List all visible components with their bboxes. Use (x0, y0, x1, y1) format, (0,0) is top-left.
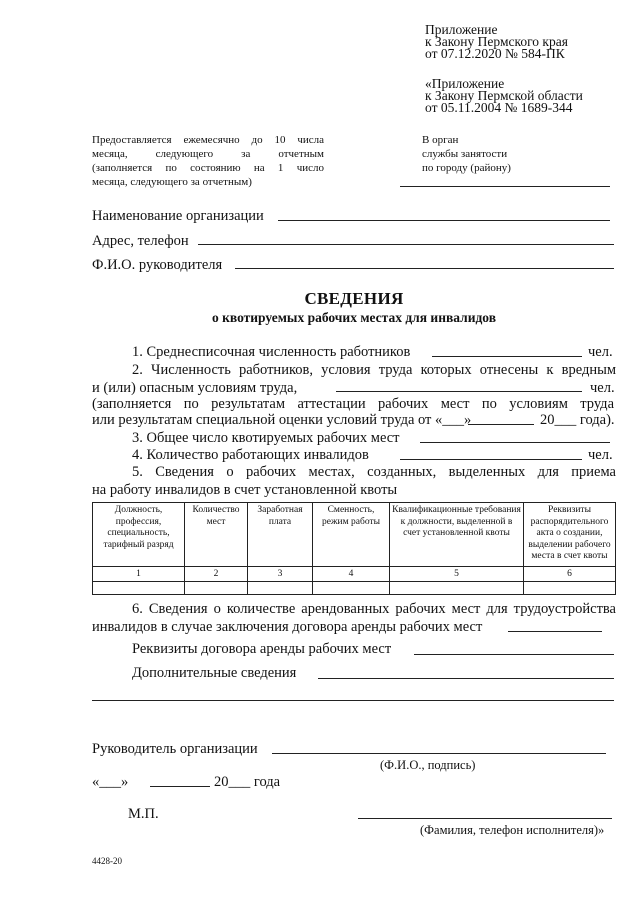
address-label: Адрес, телефон (92, 233, 189, 249)
item-2-note-1: (заполняется по результатам аттестации рабочих мест по условиям труда (92, 396, 614, 412)
document-title: СВЕДЕНИЯ (304, 289, 404, 308)
item-2-unit: чел. (590, 380, 615, 396)
item-2-note-2-end: 20___ года). (540, 412, 615, 428)
item-2-date-field[interactable] (468, 424, 534, 425)
appendix-line-3: от 07.12.2020 № 584-ПК (425, 46, 565, 61)
table-number-row (93, 567, 616, 582)
table-number-cell: 2 (185, 567, 248, 582)
extra-info-field[interactable] (318, 678, 614, 679)
submission-note-line-4: месяца, следующего за отчетным) (92, 176, 252, 188)
recipient-line-3: по городу (району) (422, 162, 511, 174)
item-4-unit: чел. (588, 447, 613, 463)
stamp-label: М.П. (128, 806, 159, 822)
recipient-line-1: В орган (422, 134, 459, 146)
table-header-schedule: Сменность, режим работы (313, 503, 390, 567)
item-6-field[interactable] (508, 631, 602, 632)
item-2-line-2: и (или) опасным условиям труда, (92, 380, 298, 396)
table-number-cell: 1 (93, 567, 185, 582)
old-appendix-line-2: к Закону Пермской области (425, 88, 583, 103)
submission-note-line-3: (заполняется по состоянию на 1 число (92, 162, 324, 174)
table-cell[interactable] (93, 581, 185, 594)
date-month-field[interactable] (150, 786, 210, 787)
recipient-underline (400, 186, 610, 187)
table-number-cell: 4 (313, 567, 390, 582)
extra-info-field-2[interactable] (92, 700, 614, 701)
table-row[interactable] (93, 581, 616, 594)
lease-details-label: Реквизиты договора аренды рабочих мест (132, 641, 392, 657)
executor-caption: (Фамилия, телефон исполнителя)» (420, 823, 605, 837)
table-header-position: Должность, профессия, специальность, тарифный разряд (93, 503, 185, 567)
table-number-cell: 5 (390, 567, 524, 582)
head-name-field[interactable] (235, 268, 614, 269)
lease-details-field[interactable] (414, 654, 614, 655)
table-header-salary: Заработная плата (248, 503, 313, 567)
extra-info-label: Дополнительные сведения (132, 665, 297, 681)
item-1-label: 1. Среднесписочная численность работников (132, 344, 411, 360)
table-header-row (93, 503, 616, 567)
item-4-field[interactable] (400, 459, 582, 460)
submission-note (92, 133, 324, 189)
executor-field[interactable] (358, 818, 612, 819)
head-signature-caption: (Ф.И.О., подпись) (380, 758, 476, 772)
item-2-field[interactable] (336, 391, 582, 392)
head-signature-field[interactable] (272, 753, 606, 754)
item-1-unit: чел. (588, 344, 613, 360)
document-subtitle: о квотируемых рабочих местах для инвалидов (211, 310, 497, 325)
item-1-field[interactable] (432, 356, 582, 357)
appendix-line-2: к Закону Пермского края (425, 34, 568, 49)
table-header-act-details: Реквизиты распорядительного акта о создании, выделении рабочего места в счет квоты (524, 503, 616, 567)
table-cell[interactable] (313, 581, 390, 594)
table-header-count: Количество мест (185, 503, 248, 567)
item-5-line-1: 5. Сведения о рабочих местах, созданных, выделенных для приема (132, 464, 616, 480)
item-3-field[interactable] (420, 442, 610, 443)
item-2-line-1: 2. Численность работников, условия труда которых отнесены к вредным (132, 362, 616, 378)
date-year: 20___ года (214, 774, 281, 790)
old-appendix-line-3: от 05.11.2004 № 1689-344 (425, 100, 573, 115)
head-signature-label: Руководитель организации (92, 741, 258, 757)
item-6-line-1: 6. Сведения о количестве арендованных рабочих мест для трудоустройства (132, 601, 616, 617)
item-2-note-2: или результатам специальной оценки условий труда от «___» (92, 412, 472, 428)
table-header-qualification: Квалификационные требования к должности, выделенной в счет установленной квоты (390, 503, 524, 567)
org-name-field[interactable] (278, 220, 610, 221)
recipient-line-2: службы занятости (422, 148, 508, 160)
table-cell[interactable] (524, 581, 616, 594)
appendix-line-1: Приложение (425, 22, 498, 37)
old-appendix-line-1: «Приложение (425, 76, 505, 91)
footer-code: 4428-20 (92, 856, 122, 866)
table-cell[interactable] (390, 581, 524, 594)
item-4-label: 4. Количество работающих инвалидов (132, 447, 369, 463)
table-cell[interactable] (185, 581, 248, 594)
submission-note-line-2: месяца, следующего за отчетным (92, 148, 324, 160)
item-6-line-2: инвалидов в случае заключения договора аренды рабочих мест (92, 619, 483, 635)
table-number-cell: 6 (524, 567, 616, 582)
address-field[interactable] (198, 244, 614, 245)
org-name-label: Наименование организации (92, 208, 264, 224)
quota-table (92, 502, 616, 595)
item-3-label: 3. Общее число квотируемых рабочих мест (132, 430, 400, 446)
item-5-line-2: на работу инвалидов в счет установленной квоты (92, 482, 398, 498)
table-cell[interactable] (248, 581, 313, 594)
submission-note-line-1: Предоставляется ежемесячно до 10 числа (92, 134, 324, 146)
date-open: «___» (92, 774, 129, 790)
head-name-label: Ф.И.О. руководителя (92, 257, 223, 273)
table-number-cell: 3 (248, 567, 313, 582)
